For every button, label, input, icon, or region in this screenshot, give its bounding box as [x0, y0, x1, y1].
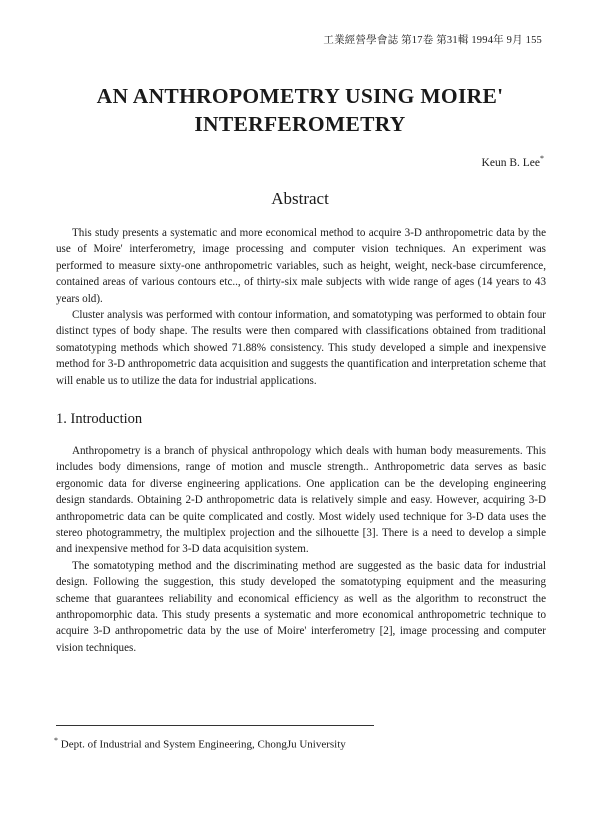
title-line-1: AN ANTHROPOMETRY USING MOIRE' — [96, 84, 504, 108]
title-line-2: INTERFEROMETRY — [194, 112, 406, 136]
abstract-paragraph-1: This study presents a systematic and more economical method to acquire 3-D anthropometric data by the use of Moire' interferometry, image processing and computer vision techniques. An experiment was performed to measure sixty-one anthropometric variables, such as height, weight, neck-base circumference, contained areas of various contours etc.., of thirty-six male subjects with wide range of ages (14 years to 43 years old). — [56, 227, 546, 305]
introduction-paragraph-1: Anthropometry is a branch of physical anthropology which deals with human body measurements. This includes body dimensions, range of motion and muscle strength.. Anthropometric data serves as basic ergonomic data for diverse engineering applications. One application can be the developing engineering design standards. Obtaining 2-D anthropometric data is relatively simple and easy. However, acquiring 3-D anthropometric data can be quite complicated and costly. Most widely used technique for 3-D data uses the stereo photogrammetry, the multiplex projection and the silhouette [3]. There is a need to develop a simple and inexpensive method for 3-D data acquisition system. — [56, 445, 546, 556]
footnote-mark: * — [54, 736, 58, 745]
author-footnote-mark: * — [540, 154, 544, 163]
introduction-paragraph-2: The somatotyping method and the discriminating method are suggested as the basic data for industrial design. Following the suggestion, this study developed the somatotyping equipment and the measuring scheme that guarantees reliability and economical efficiency as well as the algorithm to reconstruct the anthropomorphic data. This study presents a systematic and more economical anthropometric technique to acquire 3-D anthropometric data by the use of Moire' interferometry [2], image processing and computer vision techniques. — [56, 559, 546, 654]
author-name: Keun B. Lee — [481, 156, 540, 169]
footnote-text: Dept. of Industrial and System Engineering, ChongJu University — [60, 738, 346, 751]
introduction-heading: 1. Introduction — [56, 411, 143, 427]
abstract-paragraph-2: Cluster analysis was performed with contour information, and somatotyping was performed to obtain four distinct types of body shape. The results were then compared with classifications obtained from traditional somatotyping methods which showed 71.88% consistency. This study developed a simple and inexpensive method for 3-D anthropometric data acquisition and suggests the quantification and interpretation scheme that will enable us to utilize the data for industrial applications. — [56, 309, 546, 387]
paper-title — [0, 82, 600, 138]
abstract-body — [56, 225, 546, 389]
introduction-body — [56, 443, 546, 656]
footnote — [54, 736, 346, 751]
running-head: 工業經營學會誌 第17卷 第31輯 1994年 9月 155 — [323, 35, 542, 46]
abstract-heading: Abstract — [271, 189, 329, 208]
author-line — [482, 154, 544, 169]
footnote-divider — [56, 725, 374, 726]
